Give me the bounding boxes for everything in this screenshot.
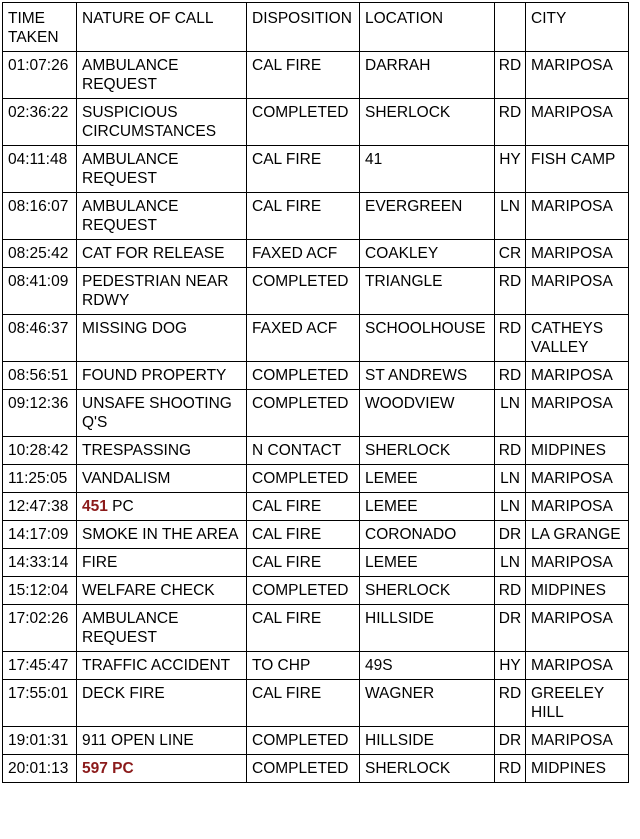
- cell-city: MARIPOSA: [526, 549, 629, 577]
- cell-location: EVERGREEN: [360, 193, 495, 240]
- cell-nature-of-call: [77, 437, 247, 465]
- cell-city: MARIPOSA: [526, 727, 629, 755]
- table-row: [3, 146, 629, 193]
- cell-nature-of-call: [77, 240, 247, 268]
- table-header: [3, 3, 629, 52]
- cell-nature-of-call: [77, 362, 247, 390]
- table-row: [3, 605, 629, 652]
- cell-location: CORONADO: [360, 521, 495, 549]
- cell-nature-of-call: [77, 52, 247, 99]
- cell-nature-of-call: [77, 605, 247, 652]
- cell-location: TRIANGLE: [360, 268, 495, 315]
- cell-location: LEMEE: [360, 493, 495, 521]
- cell-time-taken: 09:12:36: [3, 390, 77, 437]
- cell-city: MARIPOSA: [526, 99, 629, 146]
- cell-disposition: COMPLETED: [247, 577, 360, 605]
- cell-street-suffix: RD: [495, 755, 526, 783]
- cell-time-taken: 10:28:42: [3, 437, 77, 465]
- cell-nature-of-call: [77, 549, 247, 577]
- cell-street-suffix: RD: [495, 362, 526, 390]
- table-row: [3, 727, 629, 755]
- cell-location: SHERLOCK: [360, 99, 495, 146]
- cell-street-suffix: LN: [495, 493, 526, 521]
- cell-nature-of-call: [77, 268, 247, 315]
- cell-disposition: CAL FIRE: [247, 521, 360, 549]
- nature-text: AMBULANCE REQUEST: [82, 198, 183, 234]
- cell-disposition: FAXED ACF: [247, 240, 360, 268]
- cell-street-suffix: DR: [495, 521, 526, 549]
- cell-time-taken: 17:55:01: [3, 680, 77, 727]
- nature-text: PC: [107, 498, 134, 515]
- nature-text: TRESPASSING: [82, 442, 192, 459]
- table-row: [3, 493, 629, 521]
- cell-city: MARIPOSA: [526, 362, 629, 390]
- cell-city: MARIPOSA: [526, 493, 629, 521]
- cell-street-suffix: DR: [495, 727, 526, 755]
- table-row: [3, 755, 629, 783]
- nature-text: VANDALISM: [82, 470, 171, 487]
- cell-street-suffix: DR: [495, 605, 526, 652]
- cell-nature-of-call: [77, 99, 247, 146]
- cell-location: SHERLOCK: [360, 755, 495, 783]
- header-disposition: DISPOSITION: [247, 3, 360, 52]
- cell-nature-of-call: [77, 146, 247, 193]
- cell-time-taken: 14:33:14: [3, 549, 77, 577]
- cell-location: LEMEE: [360, 549, 495, 577]
- cell-nature-of-call: [77, 577, 247, 605]
- penal-code: 451: [82, 498, 108, 515]
- nature-text: TRAFFIC ACCIDENT: [82, 657, 231, 674]
- cell-street-suffix: RD: [495, 315, 526, 362]
- cell-city: MARIPOSA: [526, 390, 629, 437]
- cell-location: ST ANDREWS: [360, 362, 495, 390]
- cell-city: FISH CAMP: [526, 146, 629, 193]
- table-body: [3, 52, 629, 783]
- cell-location: WOODVIEW: [360, 390, 495, 437]
- cell-nature-of-call: [77, 465, 247, 493]
- nature-text: WELFARE CHECK: [82, 582, 215, 599]
- cell-time-taken: 04:11:48: [3, 146, 77, 193]
- cell-disposition: COMPLETED: [247, 465, 360, 493]
- cell-time-taken: 08:41:09: [3, 268, 77, 315]
- cell-nature-of-call: [77, 493, 247, 521]
- cell-location: HILLSIDE: [360, 605, 495, 652]
- cell-time-taken: 02:36:22: [3, 99, 77, 146]
- table-row: [3, 577, 629, 605]
- cell-street-suffix: LN: [495, 549, 526, 577]
- cell-disposition: CAL FIRE: [247, 146, 360, 193]
- cell-time-taken: 08:25:42: [3, 240, 77, 268]
- cell-city: GREELEY HILL: [526, 680, 629, 727]
- cell-location: SHERLOCK: [360, 577, 495, 605]
- cell-nature-of-call: [77, 727, 247, 755]
- cell-location: COAKLEY: [360, 240, 495, 268]
- cell-time-taken: 17:45:47: [3, 652, 77, 680]
- cell-street-suffix: HY: [495, 146, 526, 193]
- cell-location: HILLSIDE: [360, 727, 495, 755]
- cell-disposition: N CONTACT: [247, 437, 360, 465]
- cell-street-suffix: HY: [495, 652, 526, 680]
- nature-text: DECK FIRE: [82, 685, 165, 702]
- table-row: [3, 362, 629, 390]
- cell-disposition: CAL FIRE: [247, 605, 360, 652]
- cell-disposition: TO CHP: [247, 652, 360, 680]
- nature-text: FOUND PROPERTY: [82, 367, 227, 384]
- cell-location: 41: [360, 146, 495, 193]
- cell-disposition: COMPLETED: [247, 755, 360, 783]
- cell-street-suffix: RD: [495, 577, 526, 605]
- cell-disposition: FAXED ACF: [247, 315, 360, 362]
- cell-nature-of-call: [77, 521, 247, 549]
- cell-street-suffix: LN: [495, 465, 526, 493]
- table-row: [3, 315, 629, 362]
- nature-text: 911 OPEN LINE: [82, 732, 194, 749]
- cell-time-taken: 11:25:05: [3, 465, 77, 493]
- table-row: [3, 652, 629, 680]
- cell-disposition: COMPLETED: [247, 362, 360, 390]
- table-row: [3, 99, 629, 146]
- cell-location: DARRAH: [360, 52, 495, 99]
- cell-location: 49S: [360, 652, 495, 680]
- cell-disposition: COMPLETED: [247, 99, 360, 146]
- cell-nature-of-call: [77, 680, 247, 727]
- header-location: LOCATION: [360, 3, 495, 52]
- cell-time-taken: 12:47:38: [3, 493, 77, 521]
- cell-location: LEMEE: [360, 465, 495, 493]
- cell-street-suffix: CR: [495, 240, 526, 268]
- table-row: [3, 268, 629, 315]
- cell-street-suffix: LN: [495, 193, 526, 240]
- cell-city: MARIPOSA: [526, 268, 629, 315]
- penal-code: 597 PC: [82, 760, 134, 777]
- header-city: CITY: [526, 3, 629, 52]
- cell-time-taken: 08:56:51: [3, 362, 77, 390]
- cell-time-taken: 20:01:13: [3, 755, 77, 783]
- cell-street-suffix: RD: [495, 437, 526, 465]
- nature-text: SMOKE IN THE AREA: [82, 526, 239, 543]
- nature-text: FIRE: [82, 554, 118, 571]
- header-nature-of-call: NATURE OF CALL: [77, 3, 247, 52]
- cell-disposition: CAL FIRE: [247, 52, 360, 99]
- table-row: [3, 680, 629, 727]
- cell-city: MARIPOSA: [526, 605, 629, 652]
- cell-city: CATHEYS VALLEY: [526, 315, 629, 362]
- cell-time-taken: 08:46:37: [3, 315, 77, 362]
- cell-street-suffix: LN: [495, 390, 526, 437]
- cell-time-taken: 08:16:07: [3, 193, 77, 240]
- cell-disposition: CAL FIRE: [247, 193, 360, 240]
- header-row: [3, 3, 629, 52]
- nature-text: SUSPICIOUS CIRCUMSTANCES: [82, 104, 217, 140]
- cell-city: MIDPINES: [526, 755, 629, 783]
- cell-city: MARIPOSA: [526, 52, 629, 99]
- cell-city: MARIPOSA: [526, 193, 629, 240]
- cell-street-suffix: RD: [495, 268, 526, 315]
- table-row: [3, 465, 629, 493]
- cell-city: MIDPINES: [526, 437, 629, 465]
- nature-text: PEDESTRIAN NEAR RDWY: [82, 273, 233, 309]
- call-log-table: [2, 2, 629, 783]
- cell-city: LA GRANGE: [526, 521, 629, 549]
- cell-disposition: CAL FIRE: [247, 549, 360, 577]
- cell-nature-of-call: [77, 315, 247, 362]
- cell-time-taken: 15:12:04: [3, 577, 77, 605]
- cell-nature-of-call: [77, 193, 247, 240]
- cell-city: MIDPINES: [526, 577, 629, 605]
- cell-time-taken: 17:02:26: [3, 605, 77, 652]
- nature-text: AMBULANCE REQUEST: [82, 57, 183, 93]
- table-row: [3, 549, 629, 577]
- nature-text: AMBULANCE REQUEST: [82, 610, 183, 646]
- cell-location: SCHOOLHOUSE: [360, 315, 495, 362]
- cell-nature-of-call: [77, 390, 247, 437]
- cell-time-taken: 01:07:26: [3, 52, 77, 99]
- cell-location: WAGNER: [360, 680, 495, 727]
- cell-disposition: COMPLETED: [247, 268, 360, 315]
- table-row: [3, 240, 629, 268]
- cell-street-suffix: RD: [495, 99, 526, 146]
- nature-text: UNSAFE SHOOTING Q'S: [82, 395, 237, 431]
- cell-location: SHERLOCK: [360, 437, 495, 465]
- cell-street-suffix: RD: [495, 52, 526, 99]
- table-row: [3, 193, 629, 240]
- cell-street-suffix: RD: [495, 680, 526, 727]
- cell-time-taken: 14:17:09: [3, 521, 77, 549]
- cell-disposition: COMPLETED: [247, 727, 360, 755]
- nature-text: CAT FOR RELEASE: [82, 245, 225, 262]
- cell-time-taken: 19:01:31: [3, 727, 77, 755]
- nature-text: AMBULANCE REQUEST: [82, 151, 183, 187]
- cell-nature-of-call: [77, 652, 247, 680]
- table-row: [3, 521, 629, 549]
- cell-city: MARIPOSA: [526, 652, 629, 680]
- table-row: [3, 390, 629, 437]
- cell-city: MARIPOSA: [526, 465, 629, 493]
- cell-nature-of-call: [77, 755, 247, 783]
- header-street-suffix: [495, 3, 526, 52]
- table-row: [3, 437, 629, 465]
- cell-city: MARIPOSA: [526, 240, 629, 268]
- header-time-taken: TIME TAKEN: [3, 3, 77, 52]
- cell-disposition: CAL FIRE: [247, 493, 360, 521]
- table-row: [3, 52, 629, 99]
- cell-disposition: COMPLETED: [247, 390, 360, 437]
- nature-text: MISSING DOG: [82, 320, 188, 337]
- cell-disposition: CAL FIRE: [247, 680, 360, 727]
